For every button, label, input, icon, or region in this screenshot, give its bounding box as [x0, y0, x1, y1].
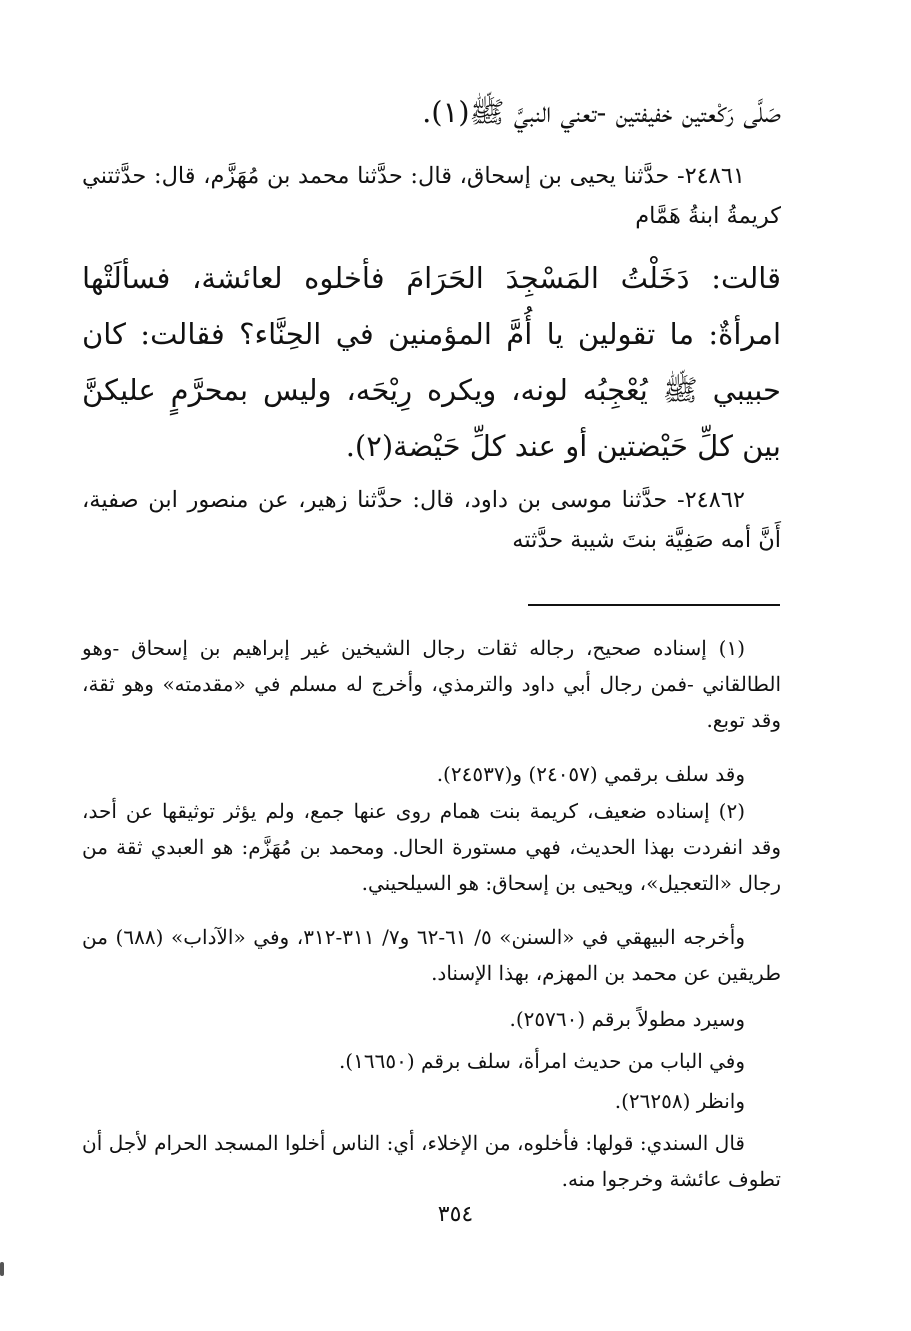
- scan-edge-mark: [0, 1262, 4, 1276]
- hadith-24862-isnad: ٢٤٨٦٢- حدَّثنا موسى بن داود، قال: حدَّثنا زهير، عن منصور ابن صفية، أَنَّ أمه صَفِيَّة بنتَ شيبة حدَّثته: [82, 487, 781, 553]
- footnote-2-bab: وفي الباب من حديث امرأة، سلف برقم (١٦٦٥٠).: [338, 1049, 745, 1073]
- hadith-24861-matn: قالت: دَخَلْتُ المَسْجِدَ الحَرَامَ فأخلوه لعائشة، فسألَتْها امرأةٌ: ما تقولين يا أُمَّ المؤمنين في الحِنَّاء؟ فقالت: كان حبيبي ﷺ يُعْجِبُه لونه، ويكره رِيْحَه، وليس بمحرَّمٍ عليكنَّ بين كلِّ حَيْضتين أو عند كلِّ حَيْضة(٢).: [82, 261, 781, 463]
- footnote-2-see-also: وانظر (٢٦٢٥٨).: [614, 1089, 745, 1113]
- footnote-2-cross-ref: وسيرد مطولاً برقم (٢٥٧٦٠).: [509, 1007, 745, 1031]
- footnote-1-ref: وقد سلف برقمي (٢٤٠٥٧) و(٢٤٥٣٧).: [436, 762, 745, 786]
- footnote-separator: [528, 604, 780, 606]
- page-number: ٣٥٤: [437, 1202, 474, 1227]
- footnote-2: (٢) إسناده ضعيف، كريمة بنت همام روى عنها جمع، ولم يؤثر توثيقها عن أحد، وقد انفردت بهذا الحديث، فهي مستورة الحال. ومحمد بن مُهَزَّم: هو العبدي ثقة من رجال «التعجيل»، ويحيى بن إسحاق: هو السيلحيني.: [82, 799, 781, 895]
- hadith-24861-isnad: ٢٤٨٦١- حدَّثنا يحيى بن إسحاق، قال: حدَّثنا محمد بن مُهَزَّم، قال: حدَّثتني كريمةُ ابنةُ هَمَّام: [82, 163, 781, 229]
- footnote-2-takhrij: وأخرجه البيهقي في «السنن» ٥/ ٦١-٦٢ و٧/ ٣١١-٣١٢، وفي «الآداب» (٦٨٨) من طريقين عن محمد بن المهزم، بهذا الإسناد.: [82, 925, 781, 985]
- continuation-line: صَلَّى رَكْعتين خفيفتين -تعني النبيَّ ﷺ(١).: [422, 95, 781, 129]
- footnote-2-sindi: قال السندي: قولها: فأخلوه، من الإخلاء، أي: الناس أخلوا المسجد الحرام لأجل أن تطوف عائشة وخرجوا منه.: [82, 1131, 781, 1191]
- footnote-1: (١) إسناده صحيح، رجاله ثقات رجال الشيخين غير إبراهيم بن إسحاق -وهو الطالقاني -فمن رجال أبي داود والترمذي، وأخرج له مسلم في «مقدمته» وهو ثقة، وقد توبع.: [82, 636, 781, 732]
